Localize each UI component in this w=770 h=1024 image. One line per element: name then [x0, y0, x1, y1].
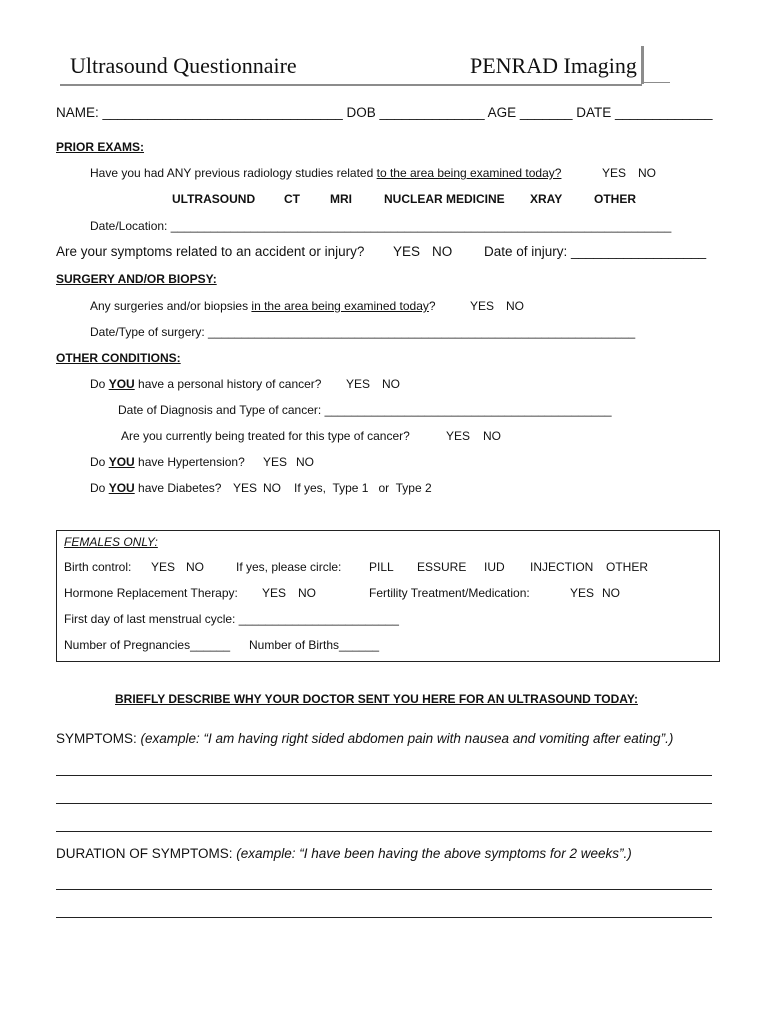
birth-control-yes[interactable]: YES: [151, 560, 176, 574]
cancer-do: Do: [90, 377, 109, 391]
prior-exams-yes[interactable]: YES: [602, 166, 627, 180]
symptoms-answer-line-2[interactable]: [56, 803, 712, 804]
surgery-question: [90, 299, 436, 313]
modality-xray[interactable]: XRAY: [530, 192, 563, 206]
symptoms-answer-line-1[interactable]: [56, 775, 712, 776]
cancer-you: YOU: [108, 377, 135, 391]
cancer-no[interactable]: NO: [382, 377, 400, 391]
accident-no[interactable]: NO: [432, 244, 453, 259]
bc-option-injection[interactable]: INJECTION: [530, 560, 594, 574]
cancer-question: [90, 377, 321, 391]
females-only-heading: FEMALES ONLY:: [64, 535, 158, 549]
cancer-treated-no[interactable]: NO: [483, 429, 501, 443]
title-bar-tick: [644, 82, 670, 83]
diabetes-do: Do: [90, 481, 109, 495]
hypertension-question: [90, 455, 245, 469]
surgery-date-type-field[interactable]: Date/Type of surgery: ________________________________________________________________: [90, 325, 636, 339]
date-of-injury-field[interactable]: Date of injury: __________________: [484, 244, 707, 259]
bc-option-pill[interactable]: PILL: [369, 560, 394, 574]
duration-label: DURATION OF SYMPTOMS:: [56, 846, 237, 861]
cancer-treated-yes[interactable]: YES: [446, 429, 471, 443]
prior-exams-question-text: Have you had ANY previous radiology studies related: [90, 166, 377, 180]
diabetes-no[interactable]: NO: [263, 481, 281, 495]
bc-option-iud[interactable]: IUD: [484, 560, 505, 574]
bc-option-essure[interactable]: ESSURE: [417, 560, 467, 574]
symptoms-example: (example: “I am having right sided abdomen pain with nausea and vomiting after eating”.): [140, 731, 674, 746]
duration-line: [56, 846, 632, 861]
surgery-yes[interactable]: YES: [470, 299, 495, 313]
prior-exams-question: [90, 166, 561, 180]
hrt-no[interactable]: NO: [298, 586, 316, 600]
other-conditions-heading: OTHER CONDITIONS:: [56, 351, 181, 365]
diabetes-question-text: have Diabetes?: [134, 481, 222, 495]
birth-control-circle-label: If yes, please circle:: [236, 560, 342, 574]
hypertension-no[interactable]: NO: [296, 455, 314, 469]
surgery-question-text: Any surgeries and/or biopsies: [90, 299, 252, 313]
fertility-no[interactable]: NO: [602, 586, 620, 600]
symptoms-answer-line-3[interactable]: [56, 831, 712, 832]
title-rule: [60, 84, 642, 86]
surgery-no[interactable]: NO: [506, 299, 524, 313]
accident-yes[interactable]: YES: [393, 244, 421, 259]
hypertension-yes[interactable]: YES: [263, 455, 288, 469]
fertility-yes[interactable]: YES: [570, 586, 595, 600]
birth-control-label: Birth control:: [64, 560, 132, 574]
hypertension-question-text: have Hypertension?: [134, 455, 245, 469]
hrt-yes[interactable]: YES: [262, 586, 287, 600]
diabetes-yes[interactable]: YES: [233, 481, 258, 495]
births-field[interactable]: Number of Births______: [249, 638, 380, 652]
diabetes-you: YOU: [108, 481, 135, 495]
hrt-label: Hormone Replacement Therapy:: [64, 586, 238, 600]
duration-answer-line-2[interactable]: [56, 917, 712, 918]
date-location-field[interactable]: Date/Location: ___________________________________________________________________________: [90, 219, 672, 233]
diabetes-question: [90, 481, 221, 495]
symptoms-label: SYMPTOMS:: [56, 731, 141, 746]
symptoms-line: [56, 731, 673, 746]
cancer-question-text: have a personal history of cancer?: [134, 377, 322, 391]
pregnancies-field[interactable]: Number of Pregnancies______: [64, 638, 231, 652]
modality-other[interactable]: OTHER: [594, 192, 636, 206]
prior-exams-question-underlined: to the area being examined today?: [376, 166, 562, 180]
hypertension-you: YOU: [108, 455, 135, 469]
describe-heading: BRIEFLY DESCRIBE WHY YOUR DOCTOR SENT YOU HERE FOR AN ULTRASOUND TODAY:: [115, 692, 638, 706]
birth-control-no[interactable]: NO: [186, 560, 204, 574]
title-bar: [641, 46, 644, 84]
cancer-treated-question: Are you currently being treated for this type of cancer?: [121, 429, 410, 443]
organization-name: PENRAD Imaging: [470, 53, 637, 78]
cancer-diagnosis-field[interactable]: Date of Diagnosis and Type of cancer: ___________________________________________: [118, 403, 612, 417]
modality-ct[interactable]: CT: [284, 192, 300, 206]
modality-ultrasound[interactable]: ULTRASOUND: [172, 192, 256, 206]
duration-answer-line-1[interactable]: [56, 889, 712, 890]
hypertension-do: Do: [90, 455, 109, 469]
surgery-question-suffix: ?: [428, 299, 436, 313]
cancer-yes[interactable]: YES: [346, 377, 371, 391]
surgery-heading: SURGERY AND/OR BIOPSY:: [56, 272, 217, 286]
modality-mri[interactable]: MRI: [330, 192, 352, 206]
prior-exams-no[interactable]: NO: [638, 166, 656, 180]
prior-exams-heading: PRIOR EXAMS:: [56, 140, 145, 154]
surgery-question-underlined: in the area being examined today: [251, 299, 429, 313]
bc-option-other[interactable]: OTHER: [606, 560, 648, 574]
accident-question: Are your symptoms related to an accident or injury?: [56, 244, 365, 259]
form-title: Ultrasound Questionnaire: [70, 53, 297, 78]
patient-info-line[interactable]: NAME: ________________________________ DOB ______________ AGE _______ DATE _____________: [56, 105, 713, 120]
fertility-label: Fertility Treatment/Medication:: [369, 586, 530, 600]
duration-example: (example: “I have been having the above symptoms for 2 weeks”.): [236, 846, 632, 861]
diabetes-type[interactable]: If yes, Type 1 or Type 2: [294, 481, 432, 495]
modality-nuclear-medicine[interactable]: NUCLEAR MEDICINE: [384, 192, 505, 206]
last-menstrual-cycle-field[interactable]: First day of last menstrual cycle: ________________________: [64, 612, 399, 626]
